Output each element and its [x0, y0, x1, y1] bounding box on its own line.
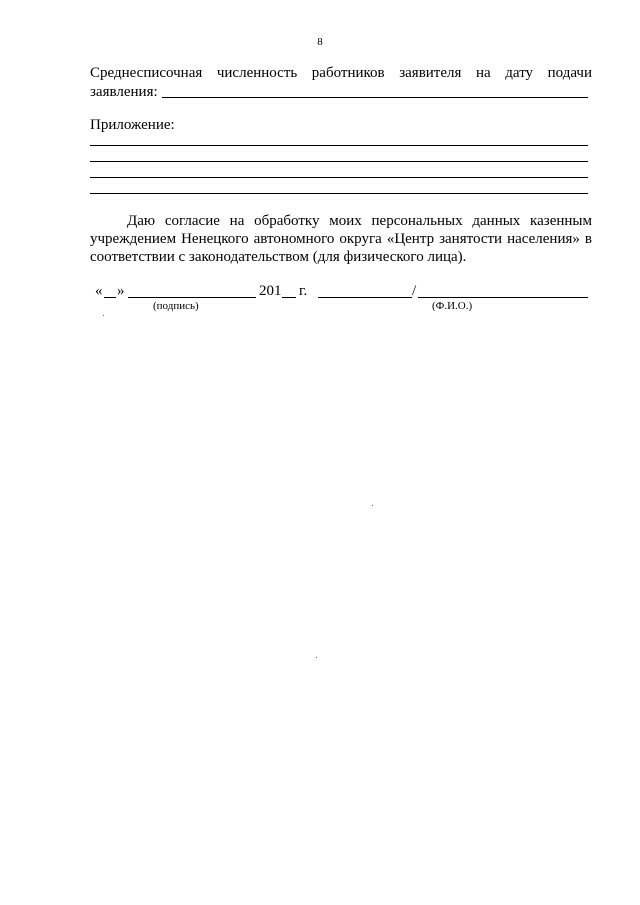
consent-line-1: Даю согласие на обработку моих персональных данных казенным [127, 213, 592, 229]
year-suffix: г. [299, 283, 308, 299]
consent-line-3: соответствии с законодательством (для физического лица). [90, 249, 467, 265]
page-number: 8 [317, 36, 323, 48]
date-quote-close: » [117, 283, 125, 299]
full-name-field[interactable] [418, 297, 588, 298]
signature-field[interactable] [318, 297, 412, 298]
full-name-caption: (Ф.И.О.) [432, 300, 473, 312]
attachment-line-1[interactable] [90, 145, 588, 146]
month-field[interactable] [128, 297, 256, 298]
attachment-line-2[interactable] [90, 161, 588, 162]
consent-line-2: учреждением Ненецкого автономного округа «Центр занятости населения» в [90, 231, 592, 247]
scan-speck [316, 657, 317, 658]
year-field[interactable] [282, 297, 296, 298]
scan-speck [103, 315, 104, 316]
signature-caption: (подпись) [153, 300, 199, 312]
day-field[interactable] [104, 297, 116, 298]
scan-speck [372, 505, 373, 506]
employees-label: заявления: [90, 84, 158, 100]
year-prefix: 201 [259, 283, 282, 299]
employees-line-1: Среднесписочная численность работников заявителя на дату подачи [90, 65, 592, 81]
signature-slash: / [412, 283, 417, 299]
date-quote-open: « [95, 283, 103, 299]
employees-count-field[interactable] [162, 97, 588, 98]
attachment-line-4[interactable] [90, 193, 588, 194]
attachment-label: Приложение: [90, 117, 175, 133]
attachment-line-3[interactable] [90, 177, 588, 178]
